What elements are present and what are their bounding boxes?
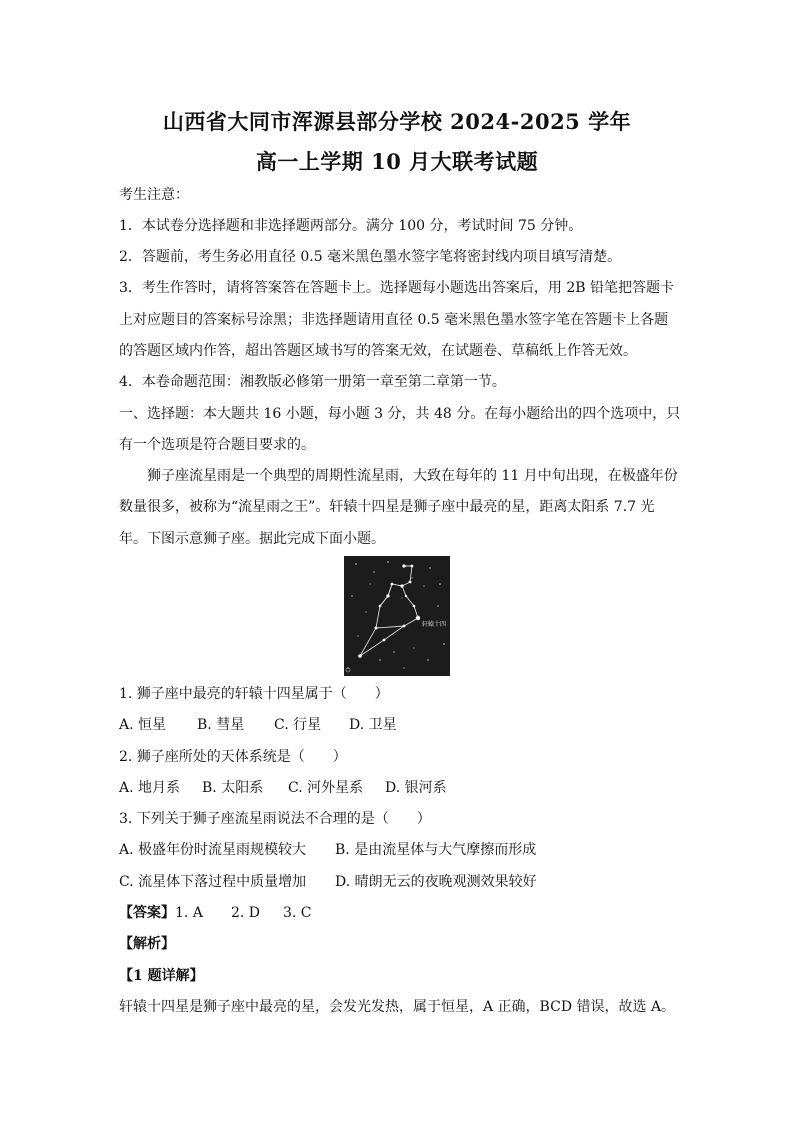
q3-option-b: B. 是由流星体与大气摩擦而形成 bbox=[335, 842, 537, 858]
analysis-q1-label: 【1 题详解】 bbox=[119, 968, 204, 984]
notice-item-4: 4．本卷命题范围：湘教版必修第一册第一章至第二章第一节。 bbox=[119, 374, 506, 390]
q3-option-d: D. 晴朗无云的夜晚观测效果较好 bbox=[335, 874, 537, 890]
question-2-stem: 2. 狮子座所处的天体系统是（ ） bbox=[119, 749, 347, 765]
section-intro-line2: 有一个选项是符合题目要求的。 bbox=[119, 437, 315, 453]
analysis-label: 【解析】 bbox=[119, 936, 175, 952]
leo-constellation-figure bbox=[344, 556, 450, 676]
question-3-options-row2 bbox=[119, 872, 679, 892]
q1-option-c: C. 行星 bbox=[274, 717, 322, 733]
q3-option-c: C. 流星体下落过程中质量增加 bbox=[119, 874, 307, 890]
section-intro-line1: 一、选择题：本大题共 16 小题，每小题 3 分，共 48 分。在每小题给出的四个选项中，只 bbox=[119, 406, 681, 422]
q3-option-a: A. 极盛年份时流星雨规模较大 bbox=[119, 842, 307, 858]
q1-option-a: A. 恒星 bbox=[119, 717, 167, 733]
q2-option-d: D. 银河系 bbox=[385, 780, 447, 796]
passage-line3: 年。下图示意狮子座。据此完成下面小题。 bbox=[119, 531, 385, 547]
q2-option-b: B. 太阳系 bbox=[202, 780, 264, 796]
notice-item-1: 1．本试卷分选择题和非选择题两部分。满分 100 分，考试时间 75 分钟。 bbox=[119, 218, 583, 234]
analysis-q1-text: 轩辕十四星是狮子座中最亮的星，会发光发热，属于恒星，A 正确，BCD 错误，故选 A。 bbox=[119, 999, 676, 1015]
q2-option-a: A. 地月系 bbox=[119, 780, 181, 796]
question-1-options bbox=[119, 715, 679, 735]
question-2-options bbox=[119, 778, 679, 798]
document-title-line1: 山西省大同市浑源县部分学校 2024-2025 学年 bbox=[162, 109, 632, 134]
constellation-map-image bbox=[344, 556, 450, 676]
answer-1: 1. A bbox=[175, 905, 203, 921]
notice-item-3-cont: 上对应题目的答案标号涂黑；非选择题请用直径 0.5 毫米黑色墨水签字笔在答题卡上各题 bbox=[119, 312, 669, 328]
q1-option-d: D. 卫星 bbox=[349, 717, 397, 733]
notice-item-2: 2．答题前，考生务必用直径 0.5 毫米黑色墨水签字笔将密封线内项目填写清楚。 bbox=[119, 249, 622, 265]
question-3-stem: 3. 下列关于狮子座流星雨说法不合理的是（ ） bbox=[119, 811, 431, 827]
q2-option-c: C. 河外星系 bbox=[288, 780, 364, 796]
answer-row bbox=[119, 903, 679, 923]
answer-label: 【答案】 bbox=[119, 905, 175, 921]
answer-3: 3. C bbox=[283, 905, 312, 921]
document-title-line2: 高一上学期 10 月大联考试题 bbox=[255, 149, 539, 174]
notice-heading: 考生注意： bbox=[119, 187, 189, 203]
question-3-options-row1 bbox=[119, 840, 679, 860]
passage-line1: 狮子座流星雨是一个典型的周期性流星雨，大致在每年的 11 月中旬出现，在极盛年份 bbox=[147, 468, 678, 484]
passage-line2: 数量很多，被称为“流星雨之王”。轩辕十四星是狮子座中最亮的星，距离太阳系 7.7 光 bbox=[119, 499, 655, 515]
question-1-stem: 1. 狮子座中最亮的轩辕十四星属于（ ） bbox=[119, 686, 389, 702]
answer-2: 2. D bbox=[231, 905, 261, 921]
q1-option-b: B. 彗星 bbox=[197, 717, 245, 733]
notice-item-3-cont2: 的答题区域内作答，超出答题区域书写的答案无效，在试题卷、草稿纸上作答无效。 bbox=[119, 343, 637, 359]
notice-item-3: 3．考生作答时，请将答案答在答题卡上。选择题每小题选出答案后，用 2B 铅笔把答题卡 bbox=[119, 280, 675, 296]
regulus-label: 轩辕十四 bbox=[422, 621, 447, 628]
